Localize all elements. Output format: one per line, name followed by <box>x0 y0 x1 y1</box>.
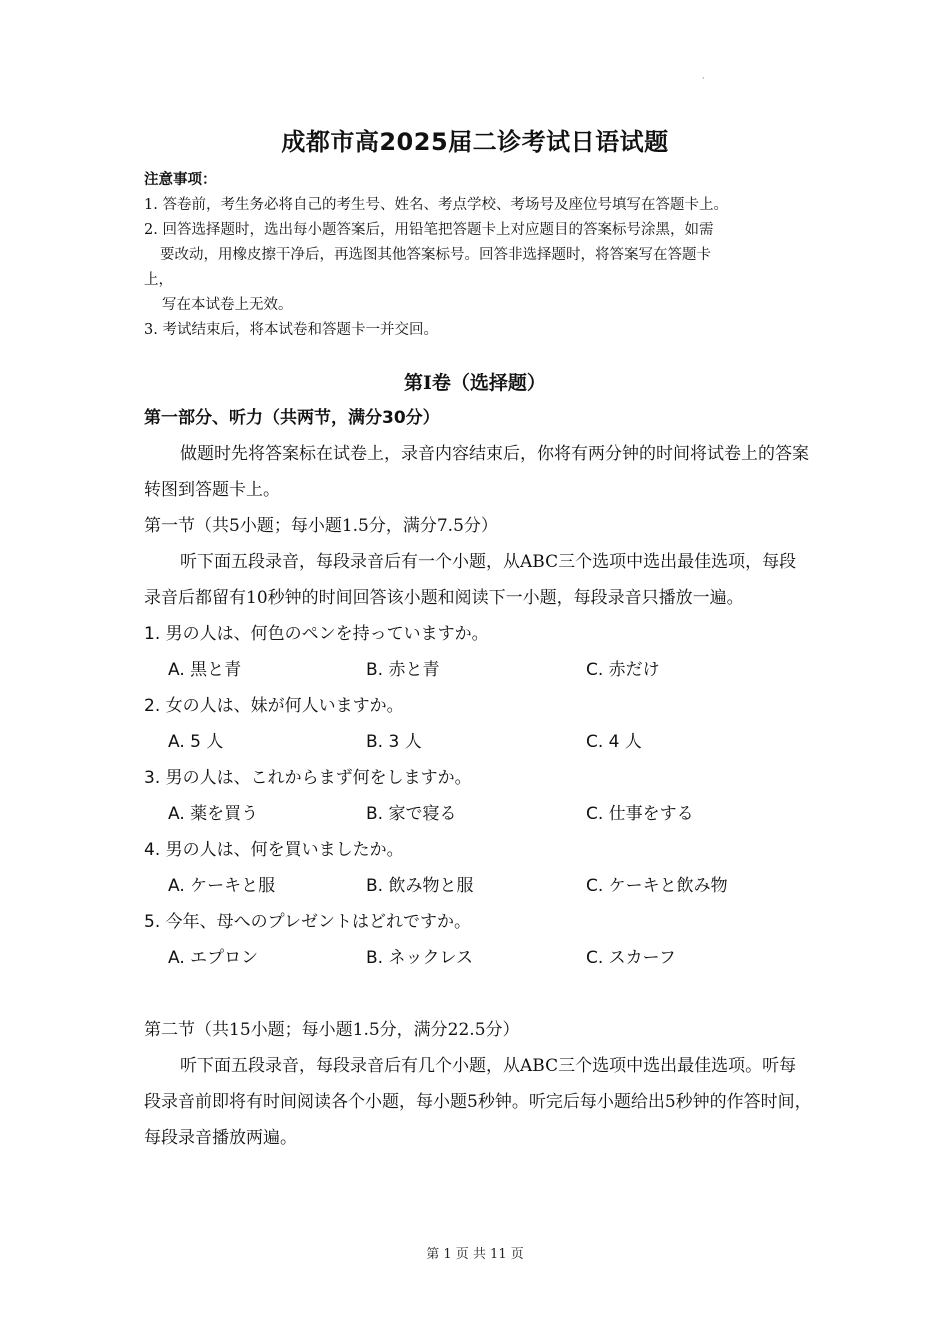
option-a: A. ケーキと服 <box>168 876 276 896</box>
option-b: B. 3 人 <box>366 732 422 752</box>
option-a: A. 黒と青 <box>168 660 242 680</box>
option-c: C. 赤だけ <box>586 660 660 680</box>
option-a: A. 5 人 <box>168 732 224 752</box>
option-c: C. 仕事をする <box>586 804 694 824</box>
option-a: A. 薬を買う <box>168 804 259 824</box>
option-c: C. 4 人 <box>586 732 642 752</box>
note-item: 1. 答卷前，考生务必将自己的考生号、姓名、考点学校、考场号及座位号填写在答题卡上。 <box>144 197 728 213</box>
question-text: 3. 男の人は、これからまず何をしますか。 <box>144 768 472 788</box>
option-b: B. 家で寝る <box>366 804 457 824</box>
options-row <box>144 652 812 688</box>
note-item: 上， <box>144 272 173 288</box>
option-a: A. エプロン <box>168 948 259 968</box>
corner-dot: · <box>702 74 705 83</box>
option-c: C. ケーキと飲み物 <box>586 876 728 896</box>
option-b: B. 飲み物と服 <box>366 876 474 896</box>
spacer <box>144 976 812 1012</box>
question-text: 2. 女の人は、妹が何人いますか。 <box>144 696 404 716</box>
option-c: C. スカーフ <box>586 948 676 968</box>
page-footer: 第 1 页 共 11 页 <box>426 1247 524 1262</box>
note-item: 2. 回答选择题时，选出每小题答案后，用铅笔把答题卡上对应题目的答案标号涂黑，如需 <box>144 222 714 238</box>
options-row <box>144 868 812 904</box>
part1-intro: 做题时先将答案标在试卷上，录音内容结束后，你将有两分钟的时间将试卷上的答案转图到答题卡上。 <box>144 444 809 500</box>
page-title: 成都市高2025届二诊考试日语试题 <box>281 128 669 156</box>
section-title: 第Ⅰ卷（选择题） <box>404 372 546 394</box>
note-item: 写在本试卷上无效。 <box>162 297 293 313</box>
question-item <box>144 688 812 760</box>
question-item <box>144 760 812 832</box>
options-row <box>144 940 812 976</box>
options-row <box>144 796 812 832</box>
sec2-intro: 听下面五段录音，每段录音后有几个小题，从ABC三个选项中选出最佳选项。听每段录音前即将有时间阅读各个小题，每小题5秒钟。听完后每小题给出5秒钟的作答时间，每段录音播放两遍。 <box>144 1056 812 1148</box>
sec1-title: 第一节（共5小题；每小题1.5分，满分7.5分） <box>144 516 498 536</box>
note-item: 3. 考试结束后，将本试卷和答题卡一并交回。 <box>144 322 438 338</box>
question-text: 4. 男の人は、何を買いましたか。 <box>144 840 404 860</box>
note-item: 要改动，用橡皮擦干净后，再选图其他答案标号。回答非选择题时，将答案写在答题卡 <box>160 247 711 263</box>
question-text: 1. 男の人は、何色のペンを持っていますか。 <box>144 624 489 644</box>
sec1-intro: 听下面五段录音，每段录音后有一个小题，从ABC三个选项中选出最佳选项，每段录音后都留有10秒钟的时间回答该小题和阅读下一小题，每段录音只播放一遍。 <box>144 552 797 608</box>
notes-heading: 注意事项： <box>144 172 217 188</box>
question-text: 5. 今年、母へのプレゼントはどれですか。 <box>144 912 471 932</box>
question-item <box>144 832 812 904</box>
option-b: B. ネックレス <box>366 948 473 968</box>
question-item <box>144 616 812 688</box>
listening-part <box>144 400 812 1156</box>
option-b: B. 赤と青 <box>366 660 440 680</box>
notes-block <box>144 168 812 343</box>
part1-title: 第一部分、听力（共两节，满分30分） <box>144 408 440 428</box>
sec2-title: 第二节（共15小题；每小题1.5分，满分22.5分） <box>144 1020 520 1040</box>
question-item <box>144 904 812 976</box>
options-row <box>144 724 812 760</box>
